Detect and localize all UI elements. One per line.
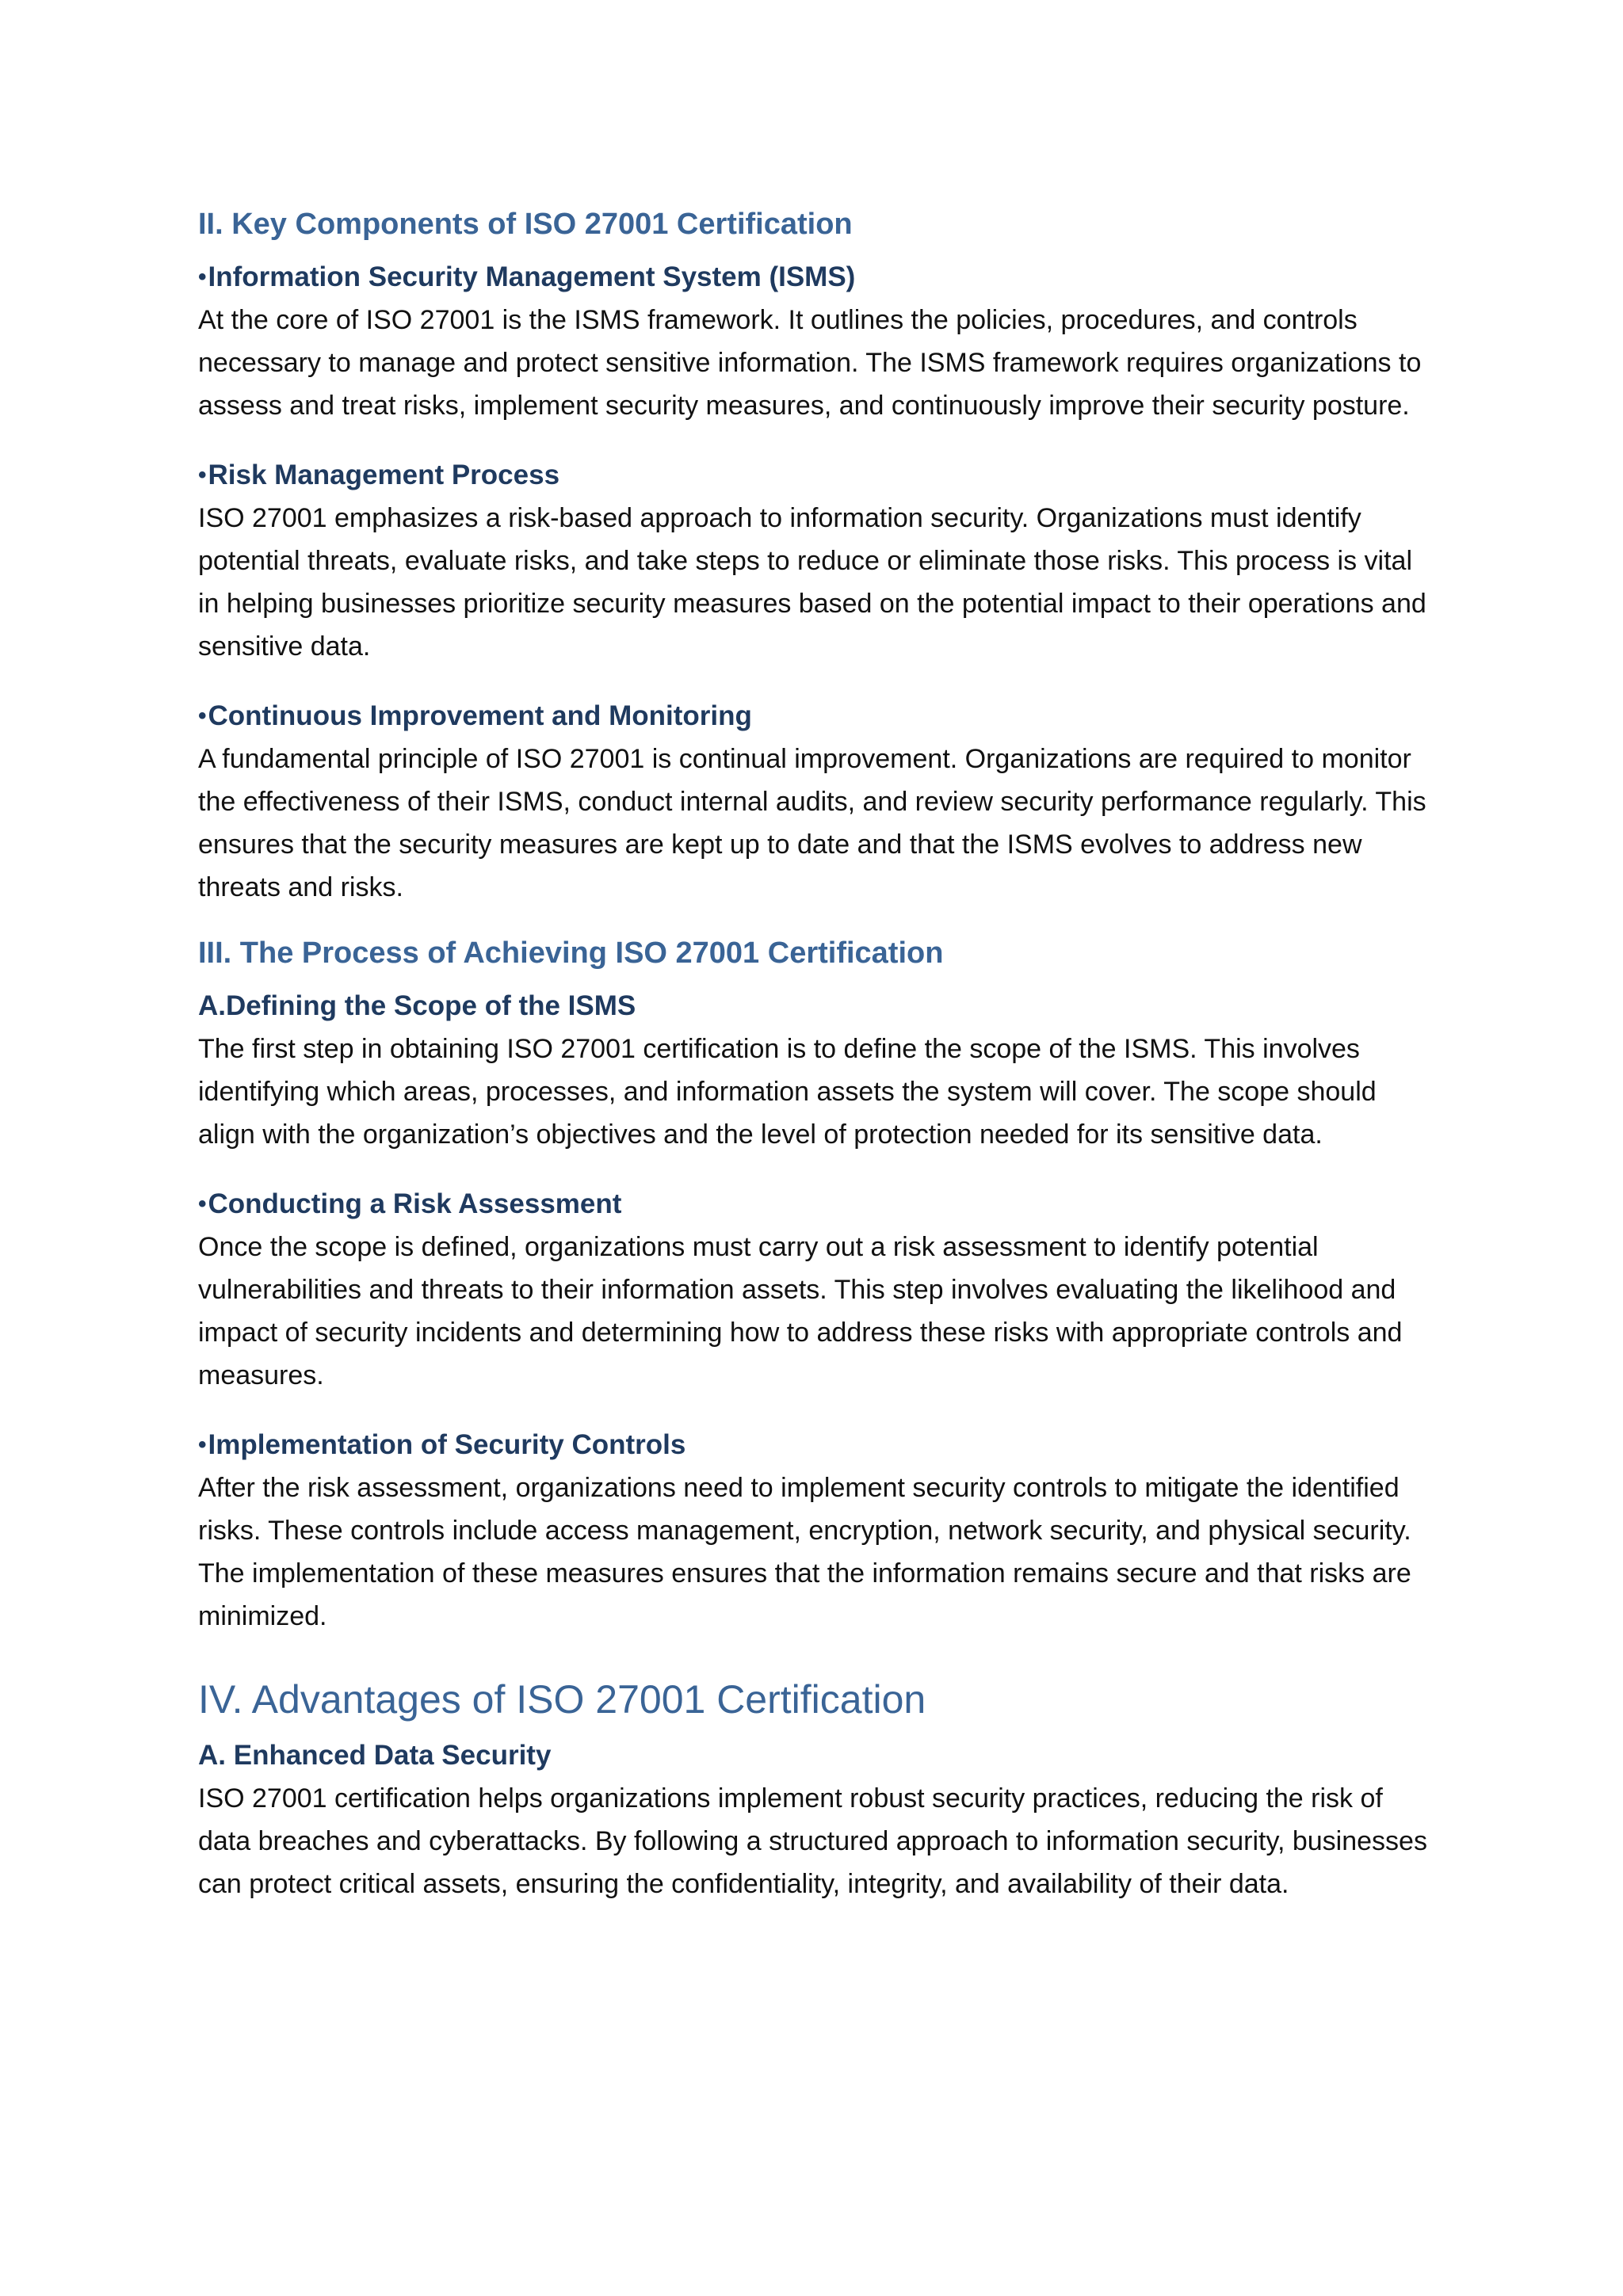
subheading-continuous-improvement bbox=[198, 695, 1434, 738]
subheading-risk-management bbox=[198, 454, 1434, 497]
subheading-text: Information Security Management System (ISMS) bbox=[208, 261, 856, 292]
paragraph-isms: At the core of ISO 27001 is the ISMS framework. It outlines the policies, procedures, and controls necessary to manage and protect sensitive information. The ISMS framework requires organizations to assess and treat risks, implement security measures, and continuously improve their security posture. bbox=[198, 305, 1422, 421]
paragraph-risk-assessment: Once the scope is defined, organizations must carry out a risk assessment to identify potential vulnerabilities and threats to their information assets. This step involves evaluating the likelihood and impact of security incidents and determining how to address these risks with appropriate controls and measures. bbox=[198, 1232, 1403, 1390]
paragraph-enhanced-data-security: ISO 27001 certification helps organizations implement robust security practices, reducing the risk of data breaches and cyberattacks. By following a structured approach to information security, businesses can protect critical assets, ensuring the confidentiality, integrity, and availability of their data. bbox=[198, 1783, 1427, 1899]
subheading-isms bbox=[198, 256, 1434, 299]
section-title-advantages: IV. Advantages of ISO 27001 Certification bbox=[198, 1677, 926, 1722]
paragraph-defining-scope: The first step in obtaining ISO 27001 certification is to define the scope of the ISMS. This involves identifying which areas, processes, and information assets the system will cover. The scope should align with the organization’s objectives and the level of protection needed for its sensitive data. bbox=[198, 1034, 1377, 1150]
bullet-icon: • bbox=[198, 703, 207, 729]
section-title-process: III. The Process of Achieving ISO 27001 Certification bbox=[198, 936, 944, 970]
subheading-text: Implementation of Security Controls bbox=[208, 1429, 686, 1460]
subheading-text: Risk Management Process bbox=[208, 460, 560, 490]
subheading-text: Conducting a Risk Assessment bbox=[208, 1188, 622, 1219]
paragraph-continuous-improvement: A fundamental principle of ISO 27001 is continual improvement. Organizations are required to monitor the effectiveness of their ISMS, conduct internal audits, and review security performance regularly. This ensures that the security measures are kept up to date and that the ISMS evolves to address new threats and risks. bbox=[198, 744, 1426, 902]
subheading-risk-assessment bbox=[198, 1183, 1434, 1226]
subheading-defining-scope bbox=[198, 985, 1434, 1028]
bullet-icon: • bbox=[198, 264, 207, 290]
section-title-key-components: II. Key Components of ISO 27001 Certification bbox=[198, 208, 853, 241]
subheading-text: A. Enhanced Data Security bbox=[198, 1740, 552, 1771]
bullet-icon: • bbox=[198, 1432, 207, 1458]
bullet-icon: • bbox=[198, 462, 207, 488]
document-page bbox=[198, 202, 1434, 1905]
subheading-enhanced-data-security bbox=[198, 1734, 1434, 1777]
subheading-security-controls bbox=[198, 1424, 1434, 1466]
paragraph-security-controls: After the risk assessment, organizations need to implement security controls to mitigate the identified risks. These controls include access management, encryption, network security, and physical security. The implementation of these measures ensures that the information remains secure and that risks are minimized. bbox=[198, 1473, 1411, 1631]
paragraph-risk-management: ISO 27001 emphasizes a risk-based approach to information security. Organizations must identify potential threats, evaluate risks, and take steps to reduce or eliminate those risks. This process is vital in helping businesses prioritize security measures based on the potential impact to their operations and sensitive data. bbox=[198, 503, 1426, 662]
subheading-text: A.Defining the Scope of the ISMS bbox=[198, 990, 636, 1021]
subheading-text: Continuous Improvement and Monitoring bbox=[208, 700, 752, 731]
bullet-icon: • bbox=[198, 1191, 207, 1217]
